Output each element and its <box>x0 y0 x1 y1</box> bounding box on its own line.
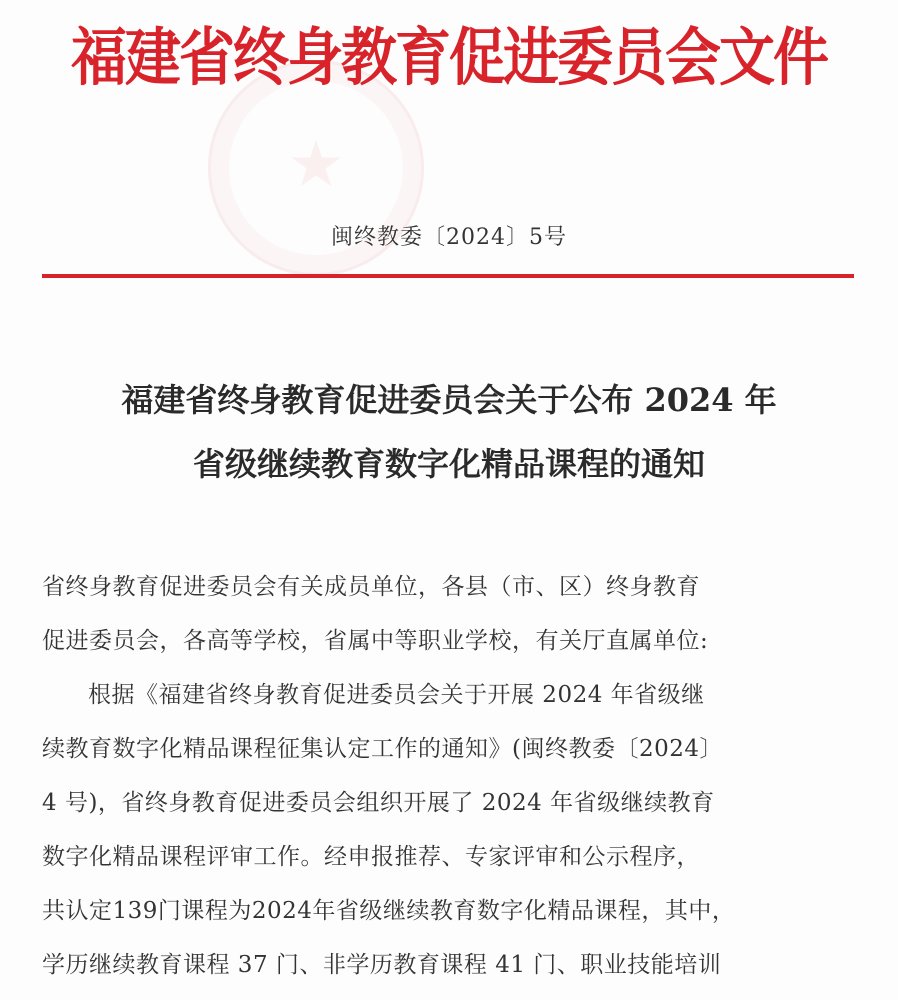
notice-title-line: 省级继续教育数字化精品课程的通知 <box>192 445 705 483</box>
seal-star-icon: ★ <box>287 128 345 202</box>
body-line-addressee: 省终身教育促进委员会有关成员单位，各县（市、区）终身教育 <box>42 574 700 600</box>
body-line-addressee: 促进委员会，各高等学校，省属中等职业学校，有关厅直属单位: <box>42 628 709 654</box>
notice-title-line: 福建省终身教育促进委员会关于公布 2024 年 <box>121 381 777 419</box>
header-divider-line <box>42 274 854 278</box>
body-line: 共认定139门课程为2024年省级继续教育数字化精品课程，其中， <box>42 898 736 924</box>
body-line: 4 号)，省终身教育促进委员会组织开展了 2024 年省级继续教育 <box>42 790 715 816</box>
body-line: 数字化精品课程评审工作。经申报推荐、专家评审和公示程序， <box>42 844 700 870</box>
notice-title <box>0 368 898 496</box>
body-line-paragraph-start: 根据《福建省终身教育促进委员会关于开展 2024 年省级继 <box>88 682 705 708</box>
notice-body <box>42 560 856 992</box>
document-header-title: 福建省终身教育促进委员会文件 <box>71 21 827 95</box>
body-line: 续教育数字化精品课程征集认定工作的通知》(闽终教委〔2024〕 <box>42 736 724 762</box>
document-number: 闽终教委〔2024〕5号 <box>331 225 567 250</box>
body-line: 学历继续教育课程 37 门、非学历教育课程 41 门、职业技能培训 <box>42 952 722 978</box>
